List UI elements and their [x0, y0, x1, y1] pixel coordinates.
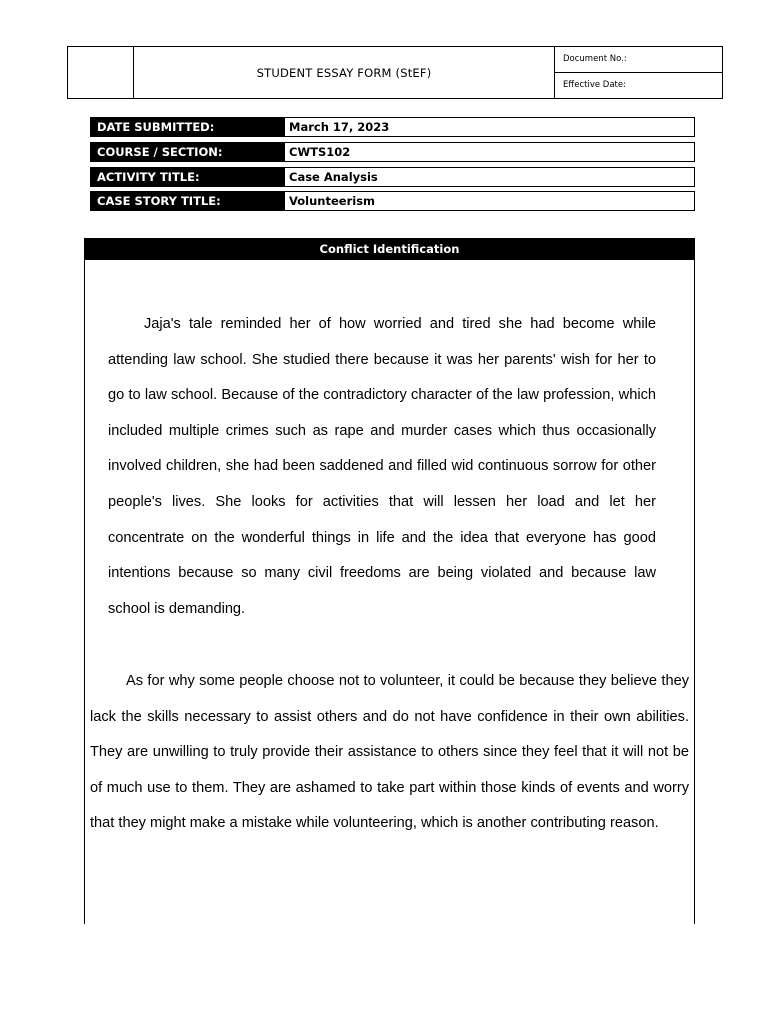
document-no-label: Document No.:: [555, 47, 722, 73]
essay-paragraph: As for why some people choose not to volunteer, it could be because they believe they lack the skills necessary to assist others and do not have confidence in their own abilities. They are unwilling to truly provide their assistance to others since they feel that it will not be of much use to them. They are ashamed to take part within those kinds of events and worry that they might make a mistake while volunteering, which is another contributing reason.: [90, 673, 689, 832]
info-row-date-submitted: [90, 117, 695, 137]
info-label: CASE STORY TITLE:: [91, 192, 285, 210]
info-row-activity-title: [90, 167, 695, 187]
info-label: DATE SUBMITTED:: [91, 118, 285, 136]
info-value: CWTS102: [289, 145, 351, 159]
form-title: STUDENT ESSAY FORM (StEF): [256, 65, 432, 80]
info-value: Volunteerism: [289, 194, 376, 208]
form-header: [67, 46, 723, 99]
essay-body: [84, 260, 695, 924]
info-row-case-story-title: [90, 191, 695, 211]
info-label: ACTIVITY TITLE:: [91, 168, 285, 186]
info-label: COURSE / SECTION:: [91, 143, 285, 161]
info-value: Case Analysis: [289, 170, 378, 184]
logo-cell: [68, 47, 134, 98]
info-value: March 17, 2023: [289, 120, 390, 134]
effective-date-label: Effective Date:: [563, 80, 626, 91]
document-info: [554, 47, 722, 98]
info-row-course-section: [90, 142, 695, 162]
essay-paragraph: Jaja's tale reminded her of how worried and tired she had become while attending law school. She studied there because it was her parents' wish for her to go to law school. Because of the contradictory character of the law profession, which included multiple crimes such as rape and murder cases which thus occasionally involved children, she had been saddened and filled wid continuous sorrow for other people's lives. She looks for activities that will lessen her load and let her concentrate on the wonderful things in life and the idea that everyone has good intentions because so many civil freedoms are being violated and because law school is demanding.: [108, 316, 656, 617]
section-title: Conflict Identification: [84, 238, 695, 260]
